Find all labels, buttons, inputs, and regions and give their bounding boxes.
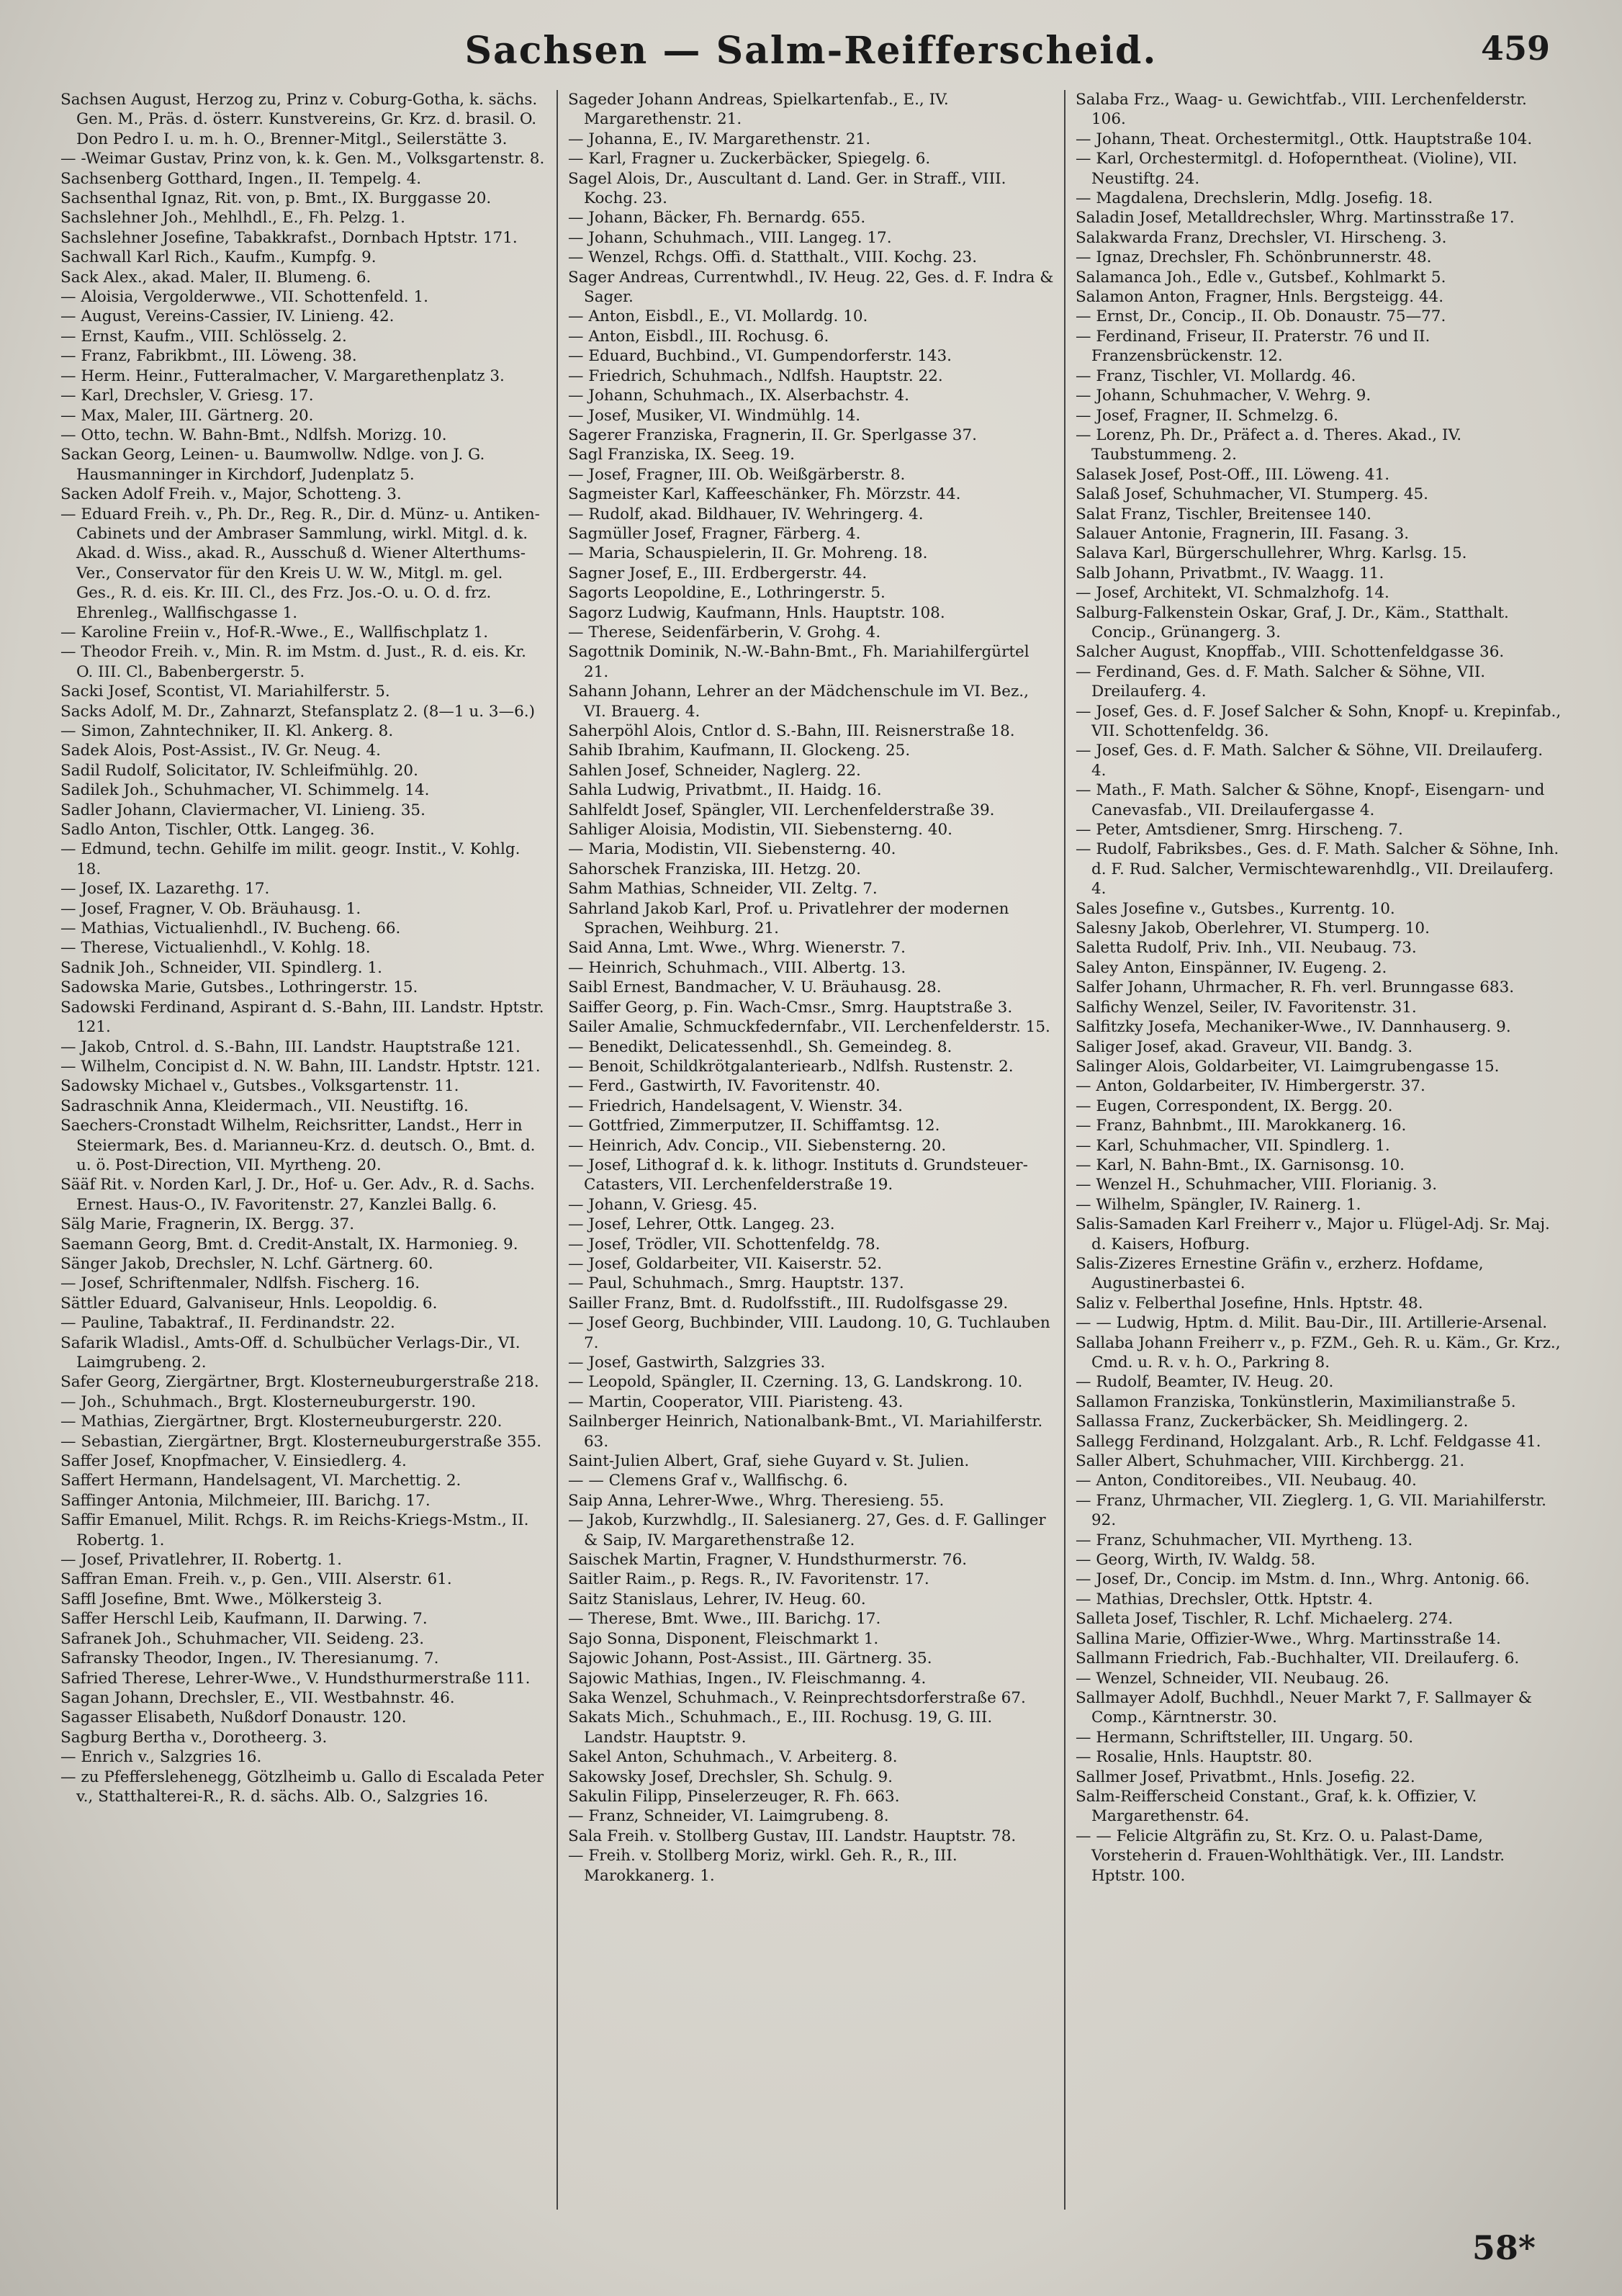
directory-entry: Salava Karl, Bürgerschullehrer, Whrg. Karlsg. 15. <box>1076 544 1467 563</box>
directory-entry: Salamon Anton, Fragner, Hnls. Bergsteigg. 44. <box>1076 288 1444 307</box>
directory-entry: — Josef, Trödler, VII. Schottenfeldg. 78. <box>568 1235 880 1253</box>
directory-entry: Salcher August, Knopffab., VIII. Schottenfeldgasse 36. <box>1076 643 1505 662</box>
column-2 <box>558 90 1065 2210</box>
directory-entry: — Peter, Amtsdiener, Smrg. Hirscheng. 7. <box>1076 821 1403 839</box>
directory-entry: Sallmayer Adolf, Buchhdl., Neuer Markt 7, F. Sallmayer & Comp., Kärntnerstr. 30. <box>1076 1688 1533 1727</box>
directory-entry: Saffir Emanuel, Milit. Rchgs. R. im Reichs-Kriegs-Mstm., II. Robertg. 1. <box>60 1511 529 1549</box>
directory-entry: — Franz, Uhrmacher, VII. Zieglerg. 1, G. VII. Mariahilferstr. 92. <box>1076 1491 1547 1530</box>
directory-entry: — Joh., Schuhmach., Brgt. Klosterneuburgerstr. 190. <box>60 1392 477 1411</box>
directory-entry: Safer Georg, Ziergärtner, Brgt. Klosterneuburgerstraße 218. <box>60 1373 539 1392</box>
directory-entry: — Karl, Orchestermitgl. d. Hofoperntheat. (Violine), VII. Neustiftg. 24. <box>1076 150 1518 188</box>
directory-entry: — zu Pfefferslehenegg, Götzlheimb u. Gallo di Escalada Peter v., Statthalterei-R., R. d. sächs. Alb. O., Salzgries 16. <box>60 1768 544 1806</box>
directory-entry: Saletta Rudolf, Priv. Inh., VII. Neubaug. 73. <box>1076 939 1417 958</box>
directory-entry: — Otto, techn. W. Bahn-Bmt., Ndlfsh. Morizg. 10. <box>60 426 447 444</box>
directory-entry: Sadowski Ferdinand, Aspirant d. S.-Bahn, III. Landstr. Hptstr. 121. <box>60 998 544 1037</box>
directory-entry: Sagorts Leopoldine, E., Lothringerstr. 5. <box>568 584 886 603</box>
directory-entry: — Maria, Schauspielerin, II. Gr. Mohreng. 18. <box>568 544 928 563</box>
directory-entry: — Mathias, Victualienhdl., IV. Bucheng. 66. <box>60 919 401 938</box>
directory-entry: Sänger Jakob, Drechsler, N. Lchf. Gärtnerg. 60. <box>60 1254 433 1273</box>
directory-entry: — Lorenz, Ph. Dr., Präfect a. d. Theres. Akad., IV. Taubstummeng. 2. <box>1076 426 1462 464</box>
directory-entry: Sales Josefine v., Gutsbes., Kurrentg. 10. <box>1076 899 1395 918</box>
directory-entry: Saitler Raim., p. Regs. R., IV. Favoritenstr. 17. <box>568 1570 929 1589</box>
directory-entry: Saffer Herschl Leib, Kaufmann, II. Darwing. 7. <box>60 1610 428 1629</box>
directory-entry: Sallassa Franz, Zuckerbäcker, Sh. Meidlingerg. 2. <box>1076 1413 1469 1431</box>
directory-entry: — Eduard Freih. v., Ph. Dr., Reg. R., Dir. d. Münz- u. Antiken-Cabinets und der Ambraser Sammlung, wirkl. Mitgl. d. k. Akad. d. Wiss., akad. R., Ausschuß d. Wiener Alterthums-Ver., Conservator für den Kreis U. W. W., Mitgl. m. gel. Ges., R. d. eis. Kr. III. Cl., des Frz. Jos.-O. u. O. d. frz. Ehrenleg., Wallfischgasse 1. <box>60 505 540 622</box>
directory-entry: — Benoit, Schildkrötgalanteriearb., Ndlfsh. Rustenstr. 2. <box>568 1057 1014 1076</box>
directory-entry: — Rudolf, akad. Bildhauer, IV. Wehringerg. 4. <box>568 505 924 523</box>
directory-entry: — Anton, Eisbdl., E., VI. Mollardg. 10. <box>568 307 868 326</box>
directory-entry: — Josef, Ges. d. F. Math. Salcher & Söhne, VII. Dreilauferg. 4. <box>1076 742 1544 780</box>
directory-entry: Saibl Ernest, Bandmacher, V. U. Bräuhausg. 28. <box>568 978 942 997</box>
directory-entry: Sahlfeldt Josef, Spängler, VII. Lerchenfelderstraße 39. <box>568 801 995 819</box>
directory-entry: — Josef, IX. Lazarethg. 17. <box>60 880 270 899</box>
directory-entry: — Magdalena, Drechslerin, Mdlg. Josefig. 18. <box>1076 189 1433 208</box>
directory-entry: — Maria, Modistin, VII. Siebensterng. 40. <box>568 840 896 859</box>
page-header <box>58 29 1564 79</box>
directory-entry: — Josef, Goldarbeiter, VII. Kaiserstr. 52. <box>568 1254 883 1273</box>
directory-entry: Salis-Samaden Karl Freiherr v., Major u. Flügel-Adj. Sr. Maj. d. Kaisers, Hofburg. <box>1076 1215 1550 1253</box>
directory-entry: — Wenzel H., Schuhmacher, VIII. Florianig. 3. <box>1076 1176 1438 1194</box>
directory-entry: Sälg Marie, Fragnerin, IX. Bergg. 37. <box>60 1215 355 1234</box>
directory-entry: Sachsenberg Gotthard, Ingen., II. Tempelg. 4. <box>60 169 422 188</box>
directory-entry: — Hermann, Schriftsteller, III. Ungarg. 50. <box>1076 1728 1414 1747</box>
directory-entry: — Math., F. Math. Salcher & Söhne, Knopf-, Eisengarn- und Canevasfab., VII. Dreilaufergasse 4. <box>1076 781 1545 819</box>
directory-entry: Sadowsky Michael v., Gutsbes., Volksgartenstr. 11. <box>60 1077 459 1096</box>
directory-entry: Safarik Wladisl., Amts-Off. d. Schulbücher Verlags-Dir., VI. Laimgrubeng. 2. <box>60 1333 521 1372</box>
directory-entry: Sala Freih. v. Stollberg Gustav, III. Landstr. Hauptstr. 78. <box>568 1827 1017 1845</box>
directory-entry: — Mathias, Drechsler, Ottk. Hptstr. 4. <box>1076 1590 1373 1608</box>
directory-entry: — Eduard, Buchbind., VI. Gumpendorferstr. 143. <box>568 347 952 366</box>
directory-entry: Sagorz Ludwig, Kaufmann, Hnls. Hauptstr. 108. <box>568 603 945 622</box>
directory-entry: Sakowsky Josef, Drechsler, Sh. Schulg. 9. <box>568 1768 893 1786</box>
directory-entry: — Max, Maler, III. Gärtnerg. 20. <box>60 406 314 425</box>
directory-entry: Saiffer Georg, p. Fin. Wach-Cmsr., Smrg. Hauptstraße 3. <box>568 998 1013 1017</box>
directory-entry: Sallaba Johann Freiherr v., p. FZM., Geh. R. u. Käm., Gr. Krz., Cmd. u. R. v. h. O., Parkring 8. <box>1076 1333 1561 1372</box>
directory-entry: Saliger Josef, akad. Graveur, VII. Bandg. 3. <box>1076 1037 1413 1056</box>
directory-entry: Salburg-Falkenstein Oskar, Graf, J. Dr., Käm., Statthalt. Concip., Grünangerg. 3. <box>1076 603 1509 641</box>
directory-entry: Sallmer Josef, Privatbmt., Hnls. Josefig. 22. <box>1076 1768 1415 1786</box>
directory-entry: — Johanna, E., IV. Margarethenstr. 21. <box>568 130 871 148</box>
directory-entry: — Josef, Architekt, VI. Schmalzhofg. 14. <box>1076 584 1389 603</box>
directory-entry: — Josef Georg, Buchbinder, VIII. Laudong. 10, G. Tuchlauben 7. <box>568 1314 1050 1352</box>
directory-entry: Sallina Marie, Offizier-Wwe., Whrg. Martinsstraße 14. <box>1076 1629 1501 1648</box>
directory-entry: — Karl, Drechsler, V. Griesg. 17. <box>60 387 314 405</box>
directory-entry: Sahorschek Franziska, III. Hetzg. 20. <box>568 860 861 878</box>
directory-entry: Saitz Stanislaus, Lehrer, IV. Heug. 60. <box>568 1590 866 1608</box>
directory-entry: Salasek Josef, Post-Off., III. Löweng. 41. <box>1076 465 1390 484</box>
directory-entry: Salesny Jakob, Oberlehrer, VI. Stumperg. 10. <box>1076 919 1430 938</box>
directory-entry: — Therese, Victualienhdl., V. Kohlg. 18. <box>60 939 371 958</box>
directory-entry: — Anton, Eisbdl., III. Rochusg. 6. <box>568 327 829 346</box>
directory-entry: — Anton, Goldarbeiter, IV. Himbergerstr. 37. <box>1076 1077 1425 1096</box>
directory-entry: Sadek Alois, Post-Assist., IV. Gr. Neug. 4. <box>60 742 381 760</box>
directory-entry: — Josef, Privatlehrer, II. Robertg. 1. <box>60 1551 342 1570</box>
directory-entry: Salm-Reifferscheid Constant., Graf, k. k. Offizier, V. Margarethenstr. 64. <box>1076 1787 1477 1826</box>
directory-entry: — Martin, Cooperator, VIII. Piaristeng. 43. <box>568 1392 904 1411</box>
directory-entry: Saffer Josef, Knopfmacher, V. Einsiedlerg. 4. <box>60 1452 407 1471</box>
directory-entry: Said Anna, Lmt. Wwe., Whrg. Wienerstr. 7. <box>568 939 906 958</box>
directory-entry: — Gottfried, Zimmerputzer, II. Schiffamtsg. 12. <box>568 1117 940 1135</box>
directory-entry: — Simon, Zahntechniker, II. Kl. Ankerg. 8. <box>60 722 394 740</box>
directory-entry: Sailler Franz, Bmt. d. Rudolfsstift., III. Rudolfsgasse 29. <box>568 1294 1009 1313</box>
directory-entry: — Jakob, Cntrol. d. S.-Bahn, III. Landstr. Hauptstraße 121. <box>60 1037 521 1056</box>
directory-entry: Sättler Eduard, Galvaniseur, Hnls. Leopoldig. 6. <box>60 1294 438 1313</box>
directory-entry: — Josef, Gastwirth, Salzgries 33. <box>568 1354 826 1372</box>
directory-entry: Sakel Anton, Schuhmach., V. Arbeiterg. 8. <box>568 1748 898 1767</box>
directory-entry: Saherpöhl Alois, Cntlor d. S.-Bahn, III. Reisnerstraße 18. <box>568 722 1015 740</box>
directory-entry: — Josef, Schriftenmaler, Ndlfsh. Fischerg. 16. <box>60 1274 420 1293</box>
directory-entry: Sadowska Marie, Gutsbes., Lothringerstr. 15. <box>60 978 418 997</box>
directory-entry: — Johann, Schuhmacher, V. Wehrg. 9. <box>1076 387 1371 405</box>
directory-entry: Sachsenthal Ignaz, Rit. von, p. Bmt., IX. Burggasse 20. <box>60 189 492 208</box>
directory-entry: Sahrland Jakob Karl, Prof. u. Privatlehrer der modernen Sprachen, Weihburg. 21. <box>568 899 1009 938</box>
directory-entry: — Pauline, Tabaktraf., II. Ferdinandstr. 22. <box>60 1314 395 1333</box>
directory-entry: Sagasser Elisabeth, Nußdorf Donaustr. 120. <box>60 1709 407 1727</box>
directory-entry: — Franz, Schneider, VI. Laimgrubeng. 8. <box>568 1807 889 1826</box>
directory-entry: — Theodor Freih. v., Min. R. im Mstm. d. Just., R. d. eis. Kr. O. III. Cl., Babenbergerstr. 5. <box>60 643 526 681</box>
directory-entry: — Mathias, Ziergärtner, Brgt. Klosterneuburgerstr. 220. <box>60 1413 503 1431</box>
directory-entry: Sallegg Ferdinand, Holzgalant. Arb., R. Lchf. Feldgasse 41. <box>1076 1432 1541 1451</box>
directory-entry: — Franz, Tischler, VI. Mollardg. 46. <box>1076 366 1356 385</box>
directory-entry: Sahlen Josef, Schneider, Naglerg. 22. <box>568 761 861 780</box>
directory-entry: — Eugen, Correspondent, IX. Bergg. 20. <box>1076 1097 1393 1115</box>
directory-entry: — Ernst, Dr., Concip., II. Ob. Donaustr. 75—77. <box>1076 307 1446 326</box>
directory-entry: Sadlo Anton, Tischler, Ottk. Langeg. 36. <box>60 821 375 839</box>
directory-entry: — Ferdinand, Ges. d. F. Math. Salcher & Söhne, VII. Dreilauferg. 4. <box>1076 662 1486 701</box>
directory-entry: — Josef, Fragner, V. Ob. Bräuhausg. 1. <box>60 899 361 918</box>
column-1 <box>50 90 558 2210</box>
directory-entry: Sallmann Friedrich, Fab.-Buchhalter, VII. Dreilauferg. 6. <box>1076 1649 1520 1668</box>
directory-entry: — Anton, Conditoreibes., VII. Neubaug. 40. <box>1076 1472 1417 1490</box>
directory-entry: Safried Therese, Lehrer-Wwe., V. Hundsthurmerstraße 111. <box>60 1669 531 1688</box>
directory-entry: Sager Andreas, Currentwhdl., IV. Heug. 22, Ges. d. F. Indra & Sager. <box>568 268 1054 307</box>
directory-entry: — Josef, Lehrer, Ottk. Langeg. 23. <box>568 1215 835 1234</box>
directory-entry: — Rosalie, Hnls. Hauptstr. 80. <box>1076 1748 1312 1767</box>
directory-entry: Saller Albert, Schuhmacher, VIII. Kirchbergg. 21. <box>1076 1452 1465 1471</box>
directory-entry: — Ignaz, Drechsler, Fh. Schönbrunnerstr. 48. <box>1076 248 1432 267</box>
directory-entry: — Herm. Heinr., Futteralmacher, V. Margarethenplatz 3. <box>60 366 505 385</box>
directory-entry: Safranek Joh., Schuhmacher, VII. Seideng. 23. <box>60 1629 425 1648</box>
directory-entry: Salleta Josef, Tischler, R. Lchf. Michaelerg. 274. <box>1076 1610 1454 1629</box>
directory-entry: Sakulin Filipp, Pinselerzeuger, R. Fh. 663. <box>568 1787 900 1806</box>
directory-entry: Sagan Johann, Drechsler, E., VII. Westbahnstr. 46. <box>60 1688 455 1707</box>
directory-entry: — Georg, Wirth, IV. Waldg. 58. <box>1076 1551 1316 1570</box>
directory-entry: — Karl, Schuhmacher, VII. Spindlerg. 1. <box>1076 1136 1390 1155</box>
directory-entry: Saliz v. Felberthal Josefine, Hnls. Hptstr. 48. <box>1076 1294 1423 1313</box>
directory-entry: — — Felicie Altgräfin zu, St. Krz. O. u. Palast-Dame, Vorsteherin d. Frauen-Wohlthätigk. Ver., III. Landstr. Hptstr. 100. <box>1076 1827 1505 1885</box>
directory-entry: Sailnberger Heinrich, Nationalbank-Bmt., VI. Mariahilferstr. 63. <box>568 1413 1043 1451</box>
directory-entry: Sachwall Karl Rich., Kaufm., Kumpfg. 9. <box>60 248 377 267</box>
directory-entry: Sagner Josef, E., III. Erdbergerstr. 44. <box>568 564 868 582</box>
directory-entry: Sagmüller Josef, Fragner, Färberg. 4. <box>568 524 861 543</box>
directory-entry: — Franz, Bahnbmt., III. Marokkanerg. 16. <box>1076 1117 1407 1135</box>
directory-entry: — Wilhelm, Concipist d. N. W. Bahn, III. Landstr. Hptstr. 121. <box>60 1057 541 1076</box>
directory-entry: Sakats Mich., Schuhmach., E., III. Rochusg. 19, G. III. Landstr. Hauptstr. 9. <box>568 1709 993 1747</box>
directory-entry: — Leopold, Spängler, II. Czerning. 13, G. Landskrong. 10. <box>568 1373 1023 1392</box>
directory-entry: Salauer Antonie, Fragnerin, III. Fasang. 3. <box>1076 524 1410 543</box>
page-number: 459 <box>1480 29 1550 68</box>
directory-entry: — Josef, Fragner, II. Schmelzg. 6. <box>1076 406 1338 425</box>
directory-entry: — Enrich v., Salzgries 16. <box>60 1748 262 1767</box>
directory-entry: — Therese, Bmt. Wwe., III. Barichg. 17. <box>568 1610 881 1629</box>
directory-entry: Saka Wenzel, Schuhmach., V. Reinprechtsdorferstraße 67. <box>568 1688 1026 1707</box>
directory-entry: — Josef, Musiker, VI. Windmühlg. 14. <box>568 406 861 425</box>
directory-entry: Sadil Rudolf, Solicitator, IV. Schleifmühlg. 20. <box>60 761 418 780</box>
directory-entry: Sagmeister Karl, Kaffeeschänker, Fh. Mörzstr. 44. <box>568 485 961 504</box>
directory-entry: Saladin Josef, Metalldrechsler, Whrg. Martinsstraße 17. <box>1076 209 1515 228</box>
directory-entry: — Rudolf, Beamter, IV. Heug. 20. <box>1076 1373 1334 1392</box>
directory-entry: — Edmund, techn. Gehilfe im milit. geogr. Instit., V. Kohlg. 18. <box>60 840 521 878</box>
directory-entry: Sagburg Bertha v., Dorotheerg. 3. <box>60 1728 328 1747</box>
directory-entry: — Friedrich, Schuhmach., Ndlfsh. Hauptstr. 22. <box>568 366 943 385</box>
directory-columns <box>50 90 1572 2210</box>
directory-entry: Sackan Georg, Leinen- u. Baumwollw. Ndlge. von J. G. Hausmanninger in Kirchdorf, Judenplatz 5. <box>60 446 485 484</box>
directory-entry: Sacki Josef, Scontist, VI. Mariahilferstr. 5. <box>60 683 390 701</box>
column-3 <box>1065 90 1572 2210</box>
directory-entry: Sadnik Joh., Schneider, VII. Spindlerg. 1. <box>60 958 382 977</box>
directory-entry: — Sebastian, Ziergärtner, Brgt. Klosterneuburgerstraße 355. <box>60 1432 542 1451</box>
directory-entry: — Josef, Dr., Concip. im Mstm. d. Inn., Whrg. Antonig. 66. <box>1076 1570 1530 1589</box>
directory-entry: Sajowic Mathias, Ingen., IV. Fleischmanng. 4. <box>568 1669 927 1688</box>
directory-entry: Sahann Johann, Lehrer an der Mädchenschule im VI. Bez., VI. Brauerg. 4. <box>568 683 1029 721</box>
directory-entry: Saechers-Cronstadt Wilhelm, Reichsritter, Landst., Herr in Steiermark, Bes. d. Marianneu-Krz. d. deutsch. O., Bmt. d. u. ö. Post-Direction, VII. Myrtheng. 20. <box>60 1117 536 1174</box>
directory-entry: Sahla Ludwig, Privatbmt., II. Haidg. 16. <box>568 781 882 800</box>
directory-entry: Sailer Amalie, Schmuckfedernfabr., VII. Lerchenfelderstr. 15. <box>568 1018 1050 1037</box>
directory-entry: Sajowic Johann, Post-Assist., III. Gärtnerg. 35. <box>568 1649 932 1668</box>
directory-entry: — Karoline Freiin v., Hof-R.-Wwe., E., Wallfischplatz 1. <box>60 623 489 641</box>
directory-entry: — Karl, N. Bahn-Bmt., IX. Garnisonsg. 10. <box>1076 1156 1405 1174</box>
directory-entry: Salakwarda Franz, Drechsler, VI. Hirscheng. 3. <box>1076 228 1447 247</box>
directory-entry: Saley Anton, Einspänner, IV. Eugeng. 2. <box>1076 958 1387 977</box>
directory-entry: Saffinger Antonia, Milchmeier, III. Barichg. 17. <box>60 1491 431 1510</box>
directory-entry: Sachslehner Josefine, Tabakkrafst., Dornbach Hptstr. 171. <box>60 228 518 247</box>
directory-entry: — Johann, Schuhmach., VIII. Langeg. 17. <box>568 228 892 247</box>
directory-entry: — Josef, Lithograf d. k. k. lithogr. Instituts d. Grundsteuer-Catasters, VII. Lerchenfelderstraße 19. <box>568 1156 1028 1194</box>
running-title: Sachsen — Salm-Reifferscheid. <box>464 29 1158 73</box>
directory-entry: — Ferd., Gastwirth, IV. Favoritenstr. 40. <box>568 1077 880 1096</box>
directory-entry: — Franz, Fabrikbmt., III. Löweng. 38. <box>60 347 357 366</box>
directory-entry: Salis-Zizeres Ernestine Gräfin v., erzherz. Hofdame, Augustinerbastei 6. <box>1076 1254 1484 1293</box>
directory-entry: — Franz, Schuhmacher, VII. Myrtheng. 13. <box>1076 1531 1413 1549</box>
directory-entry: Safransky Theodor, Ingen., IV. Theresianumg. 7. <box>60 1649 439 1668</box>
directory-entry: Sahliger Aloisia, Modistin, VII. Siebensterng. 40. <box>568 821 953 839</box>
directory-entry: Sageder Johann Andreas, Spielkartenfab., E., IV. Margarethenstr. 21. <box>568 91 949 129</box>
directory-entry: Salfichy Wenzel, Seiler, IV. Favoritenstr. 31. <box>1076 998 1417 1017</box>
directory-entry: — Freih. v. Stollberg Moriz, wirkl. Geh. R., R., III. Marokkanerg. 1. <box>568 1847 958 1885</box>
directory-entry: — Wenzel, Schneider, VII. Neubaug. 26. <box>1076 1669 1389 1688</box>
directory-entry: Saip Anna, Lehrer-Wwe., Whrg. Theresieng. 55. <box>568 1491 945 1510</box>
directory-entry: Salinger Alois, Goldarbeiter, VI. Laimgrubengasse 15. <box>1076 1057 1500 1076</box>
directory-entry: — — Ludwig, Hptm. d. Milit. Bau-Dir., III. Artillerie-Arsenal. <box>1076 1314 1548 1333</box>
directory-entry: — Aloisia, Vergolderwwe., VII. Schottenfeld. 1. <box>60 288 428 307</box>
directory-entry: — Therese, Seidenfärberin, V. Grohg. 4. <box>568 623 881 641</box>
directory-entry: Salaß Josef, Schuhmacher, VI. Stumperg. 45. <box>1076 485 1429 504</box>
directory-entry: — Heinrich, Schuhmach., VIII. Albertg. 13. <box>568 958 906 977</box>
directory-entry: — Wenzel, Rchgs. Offi. d. Statthalt., VIII. Kochg. 23. <box>568 248 978 267</box>
directory-entry: — August, Vereins-Cassier, IV. Linieng. 42. <box>60 307 395 326</box>
directory-entry: Sack Alex., akad. Maler, II. Blumeng. 6. <box>60 268 371 287</box>
directory-entry: Sachslehner Joh., Mehlhdl., E., Fh. Pelzg. 1. <box>60 209 405 228</box>
directory-entry: Saffert Hermann, Handelsagent, VI. Marchettig. 2. <box>60 1472 461 1490</box>
directory-entry: Sallamon Franziska, Tonkünstlerin, Maximilianstraße 5. <box>1076 1392 1516 1411</box>
directory-entry: Sajo Sonna, Disponent, Fleischmarkt 1. <box>568 1629 879 1648</box>
directory-entry: — -Weimar Gustav, Prinz von, k. k. Gen. M., Volksgartenstr. 8. <box>60 150 545 168</box>
directory-entry: — Johann, V. Griesg. 45. <box>568 1195 758 1214</box>
directory-entry: Saint-Julien Albert, Graf, siehe Guyard v. St. Julien. <box>568 1452 970 1471</box>
directory-entry: Sacks Adolf, M. Dr., Zahnarzt, Stefansplatz 2. (8—1 u. 3—6.) <box>60 702 536 721</box>
directory-entry: Sadilek Joh., Schuhmacher, VI. Schimmelg. 14. <box>60 781 430 800</box>
directory-entry: Sagerer Franziska, Fragnerin, II. Gr. Sperlgasse 37. <box>568 426 977 444</box>
directory-entry: Salamanca Joh., Edle v., Gutsbef., Kohlmarkt 5. <box>1076 268 1446 287</box>
directory-entry: — Johann, Bäcker, Fh. Bernardg. 655. <box>568 209 866 228</box>
directory-entry: Sadler Johann, Claviermacher, VI. Linieng. 35. <box>60 801 425 819</box>
directory-entry: Sääf Rit. v. Norden Karl, J. Dr., Hof- u. Ger. Adv., R. d. Sachs. Ernest. Haus-O., IV. Favoritenstr. 27, Kanzlei Ballg. 6. <box>60 1176 535 1214</box>
directory-entry: — Josef, Fragner, III. Ob. Weißgärberstr. 8. <box>568 465 906 484</box>
directory-entry: — Josef, Ges. d. F. Josef Salcher & Sohn, Knopf- u. Krepinfab., VII. Schottenfeldg. 36. <box>1076 702 1562 740</box>
directory-entry: Saemann Georg, Bmt. d. Credit-Anstalt, IX. Harmonieg. 9. <box>60 1235 518 1253</box>
directory-entry: — Benedikt, Delicatessenhdl., Sh. Gemeindeg. 8. <box>568 1037 952 1056</box>
directory-entry: — Johann, Schuhmach., IX. Alserbachstr. 4. <box>568 387 909 405</box>
directory-entry: Sagottnik Dominik, N.-W.-Bahn-Bmt., Fh. Mariahilfergürtel 21. <box>568 643 1029 681</box>
directory-entry: — Ferdinand, Friseur, II. Praterstr. 76 und II. Franzensbrückenstr. 12. <box>1076 327 1430 366</box>
directory-entry: — — Clemens Graf v., Wallfischg. 6. <box>568 1472 848 1490</box>
directory-entry: — Heinrich, Adv. Concip., VII. Siebensterng. 20. <box>568 1136 947 1155</box>
directory-entry: — Wilhelm, Spängler, IV. Rainerg. 1. <box>1076 1195 1361 1214</box>
directory-entry: Salfitzky Josefa, Mechaniker-Wwe., IV. Dannhauserg. 9. <box>1076 1018 1511 1037</box>
directory-entry: Salat Franz, Tischler, Breitensee 140. <box>1076 505 1371 523</box>
directory-entry: Saffran Eman. Freih. v., p. Gen., VIII. Alserstr. 61. <box>60 1570 452 1589</box>
directory-entry: Salfer Johann, Uhrmacher, R. Fh. verl. Brunngasse 683. <box>1076 978 1515 997</box>
directory-entry: — Jakob, Kurzwhdlg., II. Salesianerg. 27, Ges. d. F. Gallinger & Saip, IV. Margarethenstraße 12. <box>568 1511 1046 1549</box>
directory-entry: Sagl Franziska, IX. Seeg. 19. <box>568 446 795 464</box>
directory-entry: — Karl, Fragner u. Zuckerbäcker, Spiegelg. 6. <box>568 150 931 168</box>
directory-entry: — Ernst, Kaufm., VIII. Schlösselg. 2. <box>60 327 347 346</box>
directory-entry: — Johann, Theat. Orchestermitgl., Ottk. Hauptstraße 104. <box>1076 130 1533 148</box>
directory-entry: Sadraschnik Anna, Kleidermach., VII. Neustiftg. 16. <box>60 1097 469 1115</box>
directory-entry: Salb Johann, Privatbmt., IV. Waagg. 11. <box>1076 564 1384 582</box>
directory-entry: Sacken Adolf Freih. v., Major, Schotteng. 3. <box>60 485 402 504</box>
directory-entry: — Paul, Schuhmach., Smrg. Hauptstr. 137. <box>568 1274 904 1293</box>
signature-mark: 58* <box>1472 2228 1536 2267</box>
directory-entry: Saffl Josefine, Bmt. Wwe., Mölkersteig 3. <box>60 1590 382 1608</box>
directory-entry: — Friedrich, Handelsagent, V. Wienstr. 34. <box>568 1097 903 1115</box>
directory-entry: Sagel Alois, Dr., Auscultant d. Land. Ger. in Straff., VIII. Kochg. 23. <box>568 169 1006 208</box>
directory-entry: Salaba Frz., Waag- u. Gewichtfab., VIII. Lerchenfelderstr. 106. <box>1076 91 1527 129</box>
directory-entry: — Rudolf, Fabriksbes., Ges. d. F. Math. Salcher & Söhne, Inh. d. F. Rud. Salcher, Vermischtewarenhdlg., VII. Dreilauferg. 4. <box>1076 840 1559 899</box>
directory-entry: Saischek Martin, Fragner, V. Hundsthurmerstr. 76. <box>568 1551 968 1570</box>
directory-entry: Sahm Mathias, Schneider, VII. Zeltg. 7. <box>568 880 878 899</box>
directory-entry: Sahib Ibrahim, Kaufmann, II. Glockeng. 25. <box>568 742 911 760</box>
directory-entry: Sachsen August, Herzog zu, Prinz v. Coburg-Gotha, k. sächs. Gen. M., Präs. d. österr. Kunstvereins, Gr. Krz. d. brasil. O. Don Pedro I. u. m. h. O., Brenner-Mitgl., Seilerstätte 3. <box>60 91 538 148</box>
